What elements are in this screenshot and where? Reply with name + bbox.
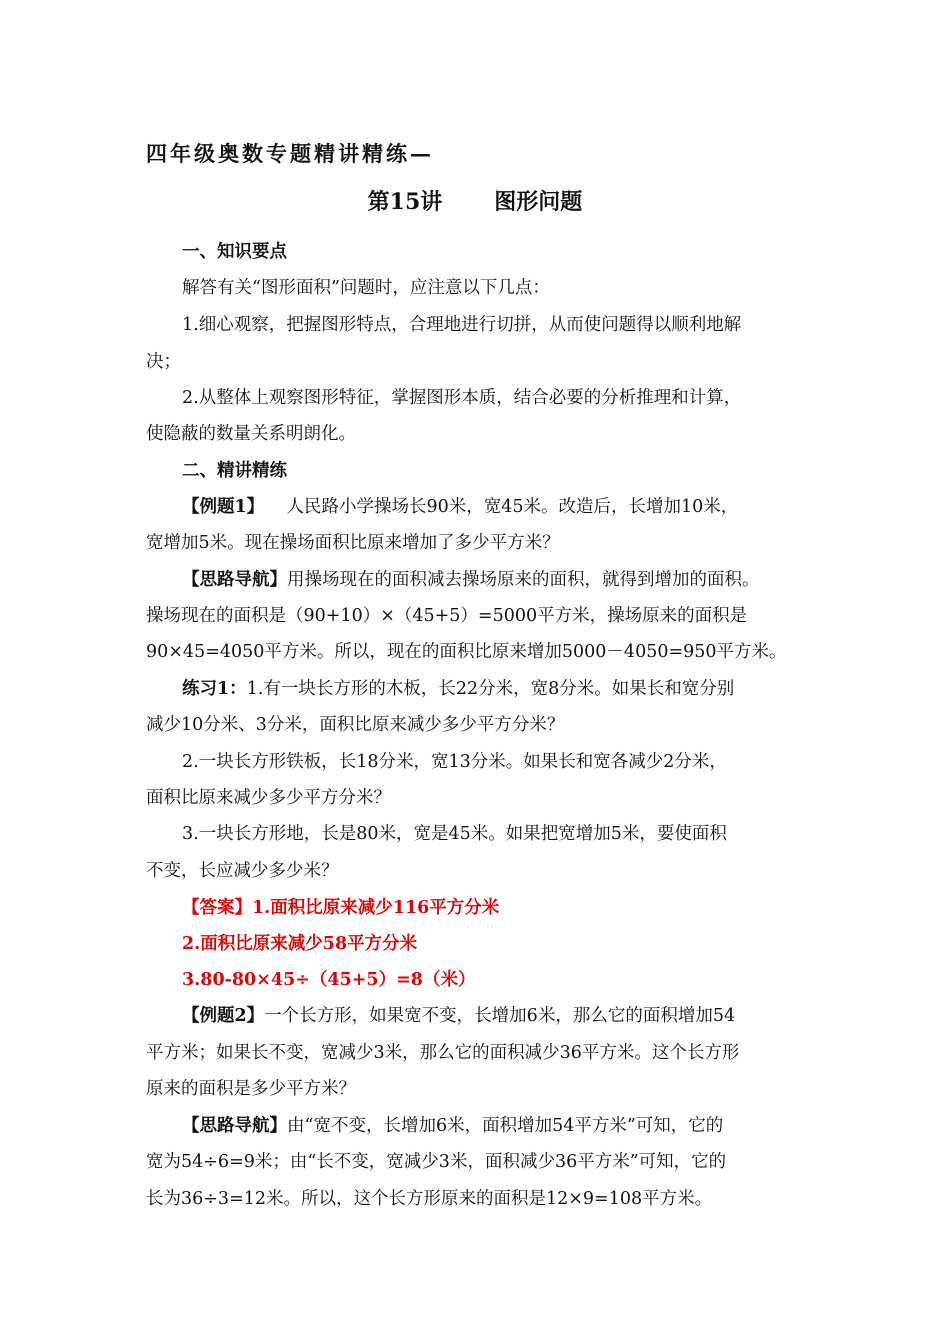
answer-1-text: 1.面积比原来减少116平方分米 — [252, 898, 500, 918]
knowledge-point-2-line-1: 2.从整体上观察图形特征，掌握图形本质，结合必要的分析推理和计算， — [182, 388, 742, 408]
practice-1-q1-line-2: 减少10分米、3分米，面积比原来减少多少平方分米？ — [146, 715, 565, 735]
practice-1-q3-line-1: 3.一块长方形地，长是80米，宽是45米。如果把宽增加5米，要使面积 — [182, 824, 727, 844]
section-heading-knowledge: 一、知识要点 — [182, 242, 287, 262]
practice-1-q2-line-1: 2.一块长方形铁板，长18分米，宽13分米。如果长和宽各减少2分米， — [182, 752, 727, 772]
guide-1-line-2: 操场现在的面积是（90+10）×（45+5）=5000平方米，操场原来的面积是 — [146, 606, 748, 626]
practice-1-label: 练习1： — [182, 679, 247, 699]
section-heading-practice: 二、精讲精练 — [182, 461, 287, 481]
answer-label: 【答案】 — [182, 898, 252, 918]
answer-3: 3.80-80×45÷（45+5）=8（米） — [182, 970, 476, 990]
practice-1-q1-text: 1.有一块长方形的木板，长22分米，宽8分米。如果长和宽分别 — [246, 679, 735, 699]
lecture-title — [0, 185, 950, 216]
guide-2-text: 由“宽不变，长增加6米，面积增加54平方米”可知，它的 — [287, 1116, 724, 1136]
guide-2-line-1 — [182, 1114, 723, 1138]
example-1-text: 人民路小学操场长90米，宽45米。改造后，长增加10米， — [286, 497, 739, 517]
lecture-topic: 图形问题 — [494, 189, 583, 215]
practice-1-q3-line-2: 不变，长应减少多少米？ — [146, 861, 339, 881]
guide-2-line-2: 宽为54÷6=9米；由“长不变，宽减少3米，面积减少36平方米”可知，它的 — [146, 1152, 727, 1172]
guide-1-text: 用操场现在的面积减去操场原来的面积，就得到增加的面积。 — [287, 570, 760, 590]
example-1-line-2: 宽增加5米。现在操场面积比原来增加了多少平方米？ — [146, 533, 560, 553]
knowledge-intro: 解答有关“图形面积”问题时，应注意以下几点： — [182, 278, 550, 298]
knowledge-point-1-line-1: 1.细心观察，把握图形特点，合理地进行切拼，从而使问题得以顺利地解 — [182, 315, 742, 335]
guide-2-line-3: 长为36÷3=12米。所以，这个长方形原来的面积是12×9=108平方米。 — [146, 1189, 713, 1209]
practice-1-q1-line-1 — [182, 677, 734, 701]
guide-2-label: 【思路导航】 — [182, 1116, 287, 1136]
answer-2: 2.面积比原来减少58平方分米 — [182, 934, 418, 954]
example-2-label: 【例题2】 — [182, 1006, 265, 1026]
knowledge-point-2-line-2: 使隐蔽的数量关系明朗化。 — [146, 424, 356, 444]
answer-1 — [182, 896, 499, 920]
example-2-line-1 — [182, 1004, 735, 1028]
example-2-line-2: 平方米；如果长不变，宽减少3米，那么它的面积减少36平方米。这个长方形 — [146, 1043, 740, 1063]
example-1-label: 【例题1】 — [182, 497, 265, 517]
example-1-line-1 — [182, 495, 738, 519]
guide-1-line-3: 90×45=4050平方米。所以，现在的面积比原来增加5000－4050=950平方米。 — [146, 642, 787, 662]
example-2-line-3: 原来的面积是多少平方米？ — [146, 1079, 356, 1099]
series-title: 四年级奥数专题精讲精练— — [146, 141, 434, 166]
example-2-text: 一个长方形，如果宽不变，长增加6米，那么它的面积增加54 — [264, 1006, 736, 1026]
practice-1-q2-line-2: 面积比原来减少多少平方分米？ — [146, 788, 391, 808]
guide-1-line-1 — [182, 568, 760, 592]
knowledge-point-1-line-2: 决； — [146, 352, 181, 372]
guide-1-label: 【思路导航】 — [182, 570, 287, 590]
lecture-number: 第15讲 — [367, 189, 443, 215]
